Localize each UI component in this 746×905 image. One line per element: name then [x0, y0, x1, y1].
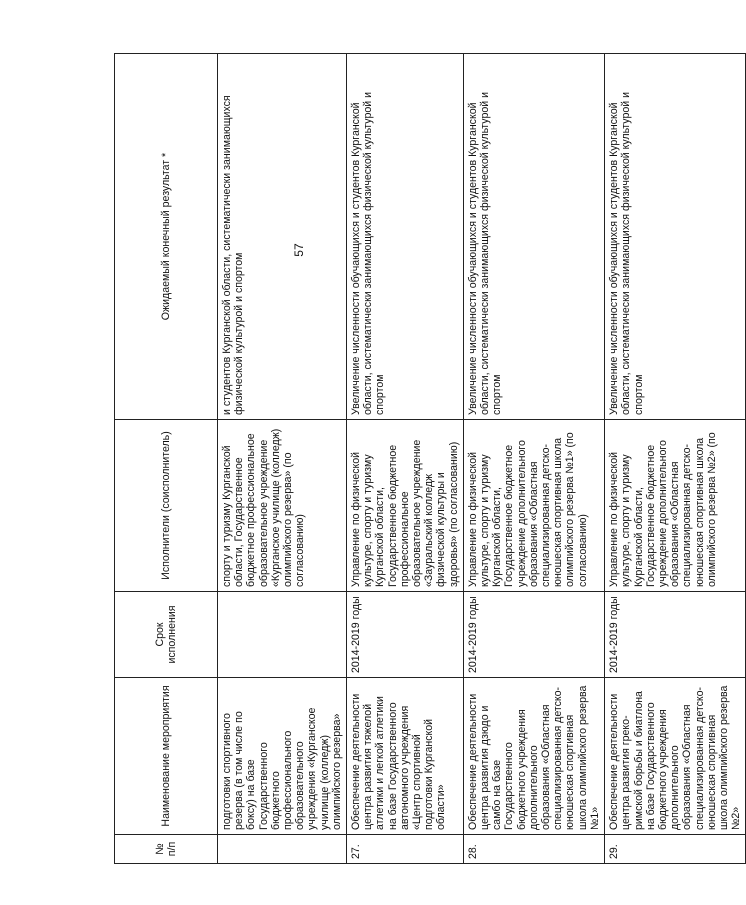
table-container [114, 54, 743, 864]
cell-result: Увеличение численности обучающихся и студентов Курганской области, систематически занимающихся физической культурой и спортом [463, 54, 604, 420]
table-row [218, 54, 347, 864]
table-header-row [115, 54, 218, 864]
cell-executors: Управление по физической культуре, спорту и туризму Курганской области, Государственное бюджетное учреждение дополнительного образования «Областная специализированная детско-юношеская спортивная школа олимпийского резерва №2» (по [605, 420, 746, 592]
cell-name: Обеспечение деятельности центра развития тяжелой атлетики и легкой атлетики на базе Государственного автономного учреждения «Центр спортивной подготовки Курганской области» [347, 678, 464, 835]
header-name: Наименование мероприятия [115, 678, 218, 835]
cell-result: Увеличение численности обучающихся и студентов Курганской области, систематически занимающихся физической культурой и спортом [605, 54, 746, 420]
measures-table [114, 53, 746, 864]
cell-term: 2014-2019 годы [463, 592, 604, 678]
cell-num: 29. [605, 835, 746, 864]
cell-num [218, 835, 347, 864]
cell-term: 2014-2019 годы [605, 592, 746, 678]
cell-result: Увеличение численности обучающихся и студентов Курганской области, систематически занимающихся физической культурой и спортом [347, 54, 464, 420]
cell-num: 28. [463, 835, 604, 864]
cell-name: подготовки спортивного резерва (в том числе по боксу) на базе Государственного бюджетного профессионального образовательного учреждения «Курганское училище (колледж) олимпийского резерва» [218, 678, 347, 835]
header-executors: Исполнители (соисполнитель) [115, 420, 218, 592]
cell-term: 2014-2019 годы [347, 592, 464, 678]
rotated-table [114, 54, 743, 864]
cell-executors: спорту и туризму Курганской области, Государственное бюджетное профессиональное образовательное учреждение «Курганское училище (колледж) олимпийского резерва» (по согласованию) [218, 420, 347, 592]
cell-name: Обеспечение деятельности центра развития дзюдо и самбо на базе Государственного бюджетного учреждения дополнительного образования «Областная специализированная детско-юношеская спортивная школа олимпийского резерва №1» [463, 678, 604, 835]
page-number: 57 [292, 243, 306, 257]
header-term: Срок исполнения [115, 592, 218, 678]
header-result: Ожидаемый конечный результат * [115, 54, 218, 420]
cell-term [218, 592, 347, 678]
header-num: № п/п [115, 835, 218, 864]
cell-num: 27. [347, 835, 464, 864]
cell-executors: Управление по физической культуре, спорту и туризму Курганской области, Государственное бюджетное учреждение дополнительного образования «Областная специализированная детско-юношеская спортивная школа олимпийского резерва №1» (по согласованию) [463, 420, 604, 592]
cell-executors: Управление по физической культуре, спорту и туризму Курганской области, Государственное бюджетное профессиональное образовательное учреждение «Зауральский колледж физической культуры и здоровья» (по согласованию) [347, 420, 464, 592]
table-row [605, 54, 746, 864]
cell-name: Обеспечение деятельности центра развития греко-римской борьбы и биатлона на базе Государственного бюджетного учреждения дополнительного образования «Областная специализированная детско-юношеская спортивная школа олимпийского резерва №2» [605, 678, 746, 835]
cell-result: и студентов Курганской области, систематически занимающихся физической культурой и спортом [218, 54, 347, 420]
table-row [463, 54, 604, 864]
table-row [347, 54, 464, 864]
